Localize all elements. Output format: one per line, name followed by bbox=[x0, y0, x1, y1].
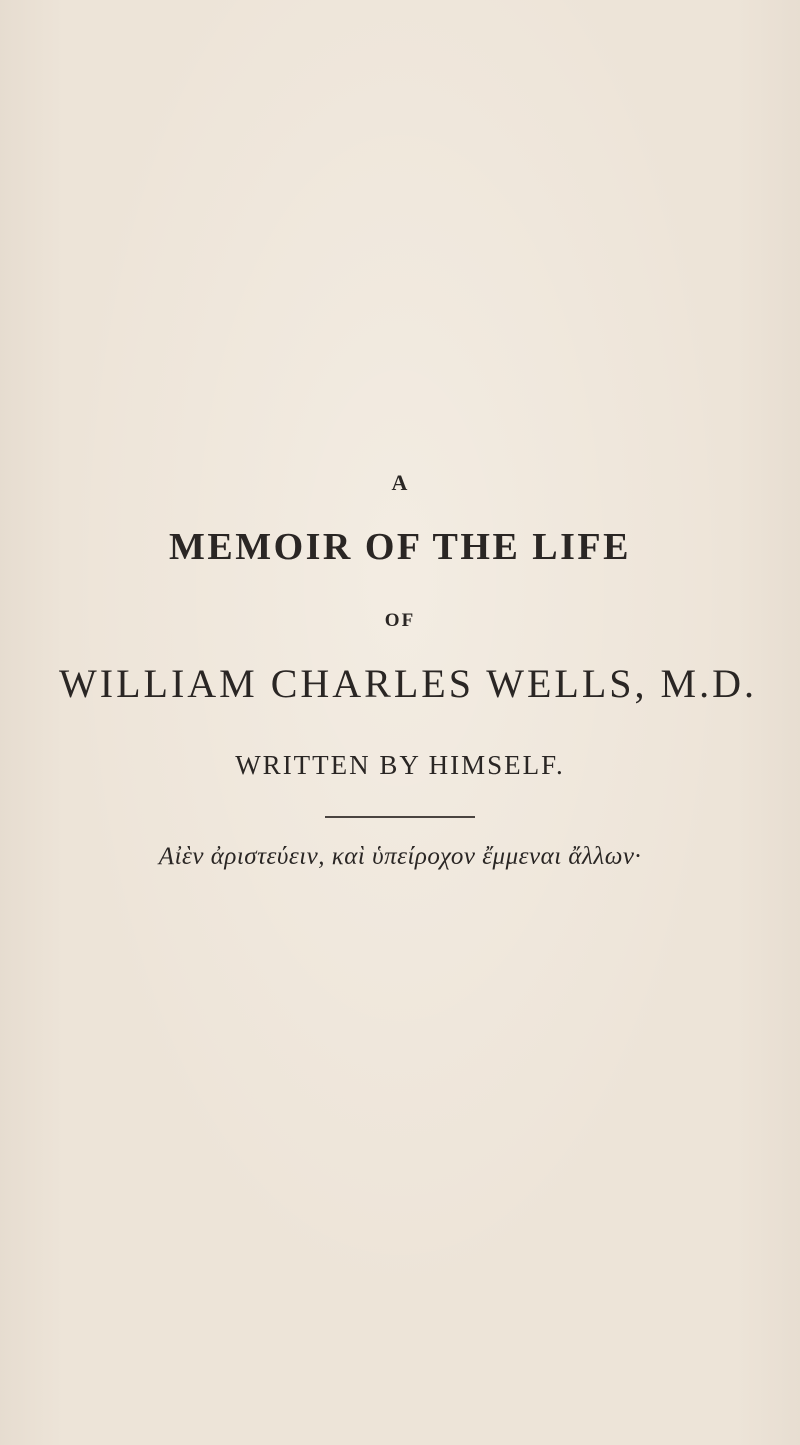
greek-epigraph: Αἰὲν ἀριστεύειν, καὶ ὑπείροχον ἔμμεναι ἄλλων· bbox=[158, 843, 642, 870]
book-title: MEMOIR OF THE LIFE bbox=[169, 526, 631, 568]
divider-rule bbox=[325, 816, 475, 818]
title-connector: OF bbox=[384, 610, 416, 631]
title-article: A bbox=[391, 470, 409, 495]
author-name: WILLIAM CHARLES WELLS, M.D. bbox=[59, 661, 757, 706]
authorship-statement: WRITTEN BY HIMSELF. bbox=[235, 750, 565, 780]
